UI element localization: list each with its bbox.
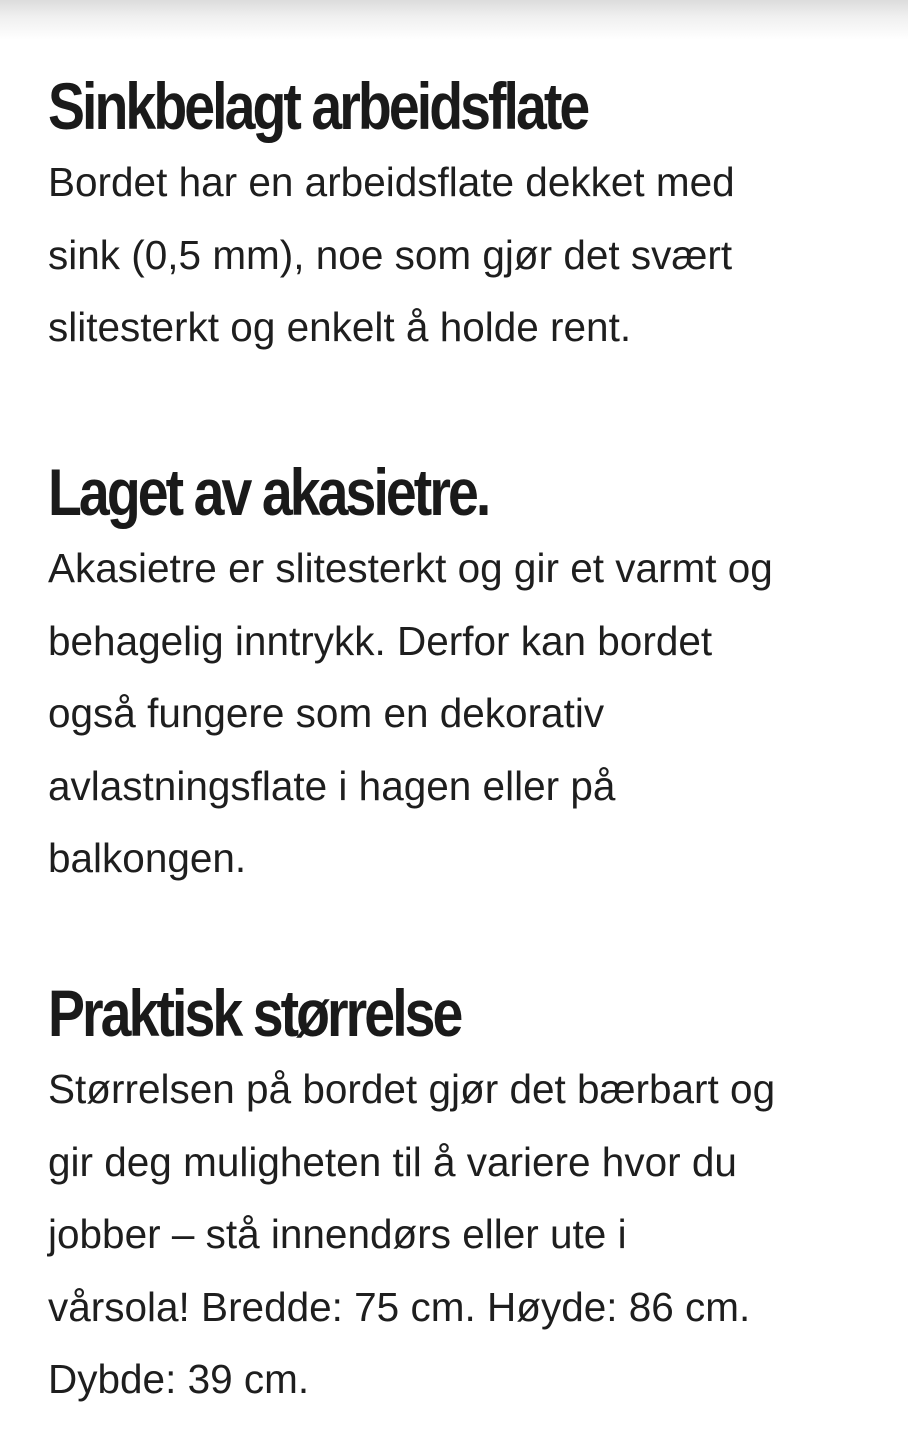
section-zinc-surface bbox=[48, 66, 908, 364]
body-line: Dybde: 39 cm. bbox=[48, 1356, 310, 1402]
body-line: sink (0,5 mm), noe som gjør det svært bbox=[48, 231, 733, 278]
body-line: balkongen. bbox=[48, 835, 247, 881]
body-line: Størrelsen på bordet gjør det bærbart og bbox=[48, 1066, 776, 1112]
body-line: gir deg muligheten til å variere hvor du bbox=[48, 1138, 737, 1185]
section-body bbox=[48, 532, 908, 895]
body-line: slitesterkt og enkelt å holde rent. bbox=[48, 304, 632, 350]
body-line: Akasietre er slitesterkt og gir et varmt og bbox=[48, 545, 773, 591]
body-line: vårsola! Bredde: 75 cm. Høyde: 86 cm. bbox=[48, 1283, 751, 1330]
section-heading: Laget av akasietre. bbox=[48, 455, 489, 529]
section-practical-size bbox=[48, 973, 908, 1416]
section-heading: Praktisk størrelse bbox=[48, 976, 461, 1050]
section-acacia-wood bbox=[48, 452, 908, 895]
body-line: avlastningsflate i hagen eller på bbox=[48, 762, 616, 809]
body-line: behagelig inntrykk. Derfor kan bordet bbox=[48, 617, 713, 664]
body-line: også fungere som en dekorativ bbox=[48, 690, 605, 736]
section-heading: Sinkbelagt arbeidsflate bbox=[48, 69, 588, 143]
body-line: jobber – stå innendørs eller ute i bbox=[48, 1211, 627, 1257]
section-body bbox=[48, 146, 908, 364]
section-body bbox=[48, 1053, 908, 1416]
body-line: Bordet har en arbeidsflate dekket med bbox=[48, 159, 735, 205]
top-shadow bbox=[0, 0, 908, 40]
